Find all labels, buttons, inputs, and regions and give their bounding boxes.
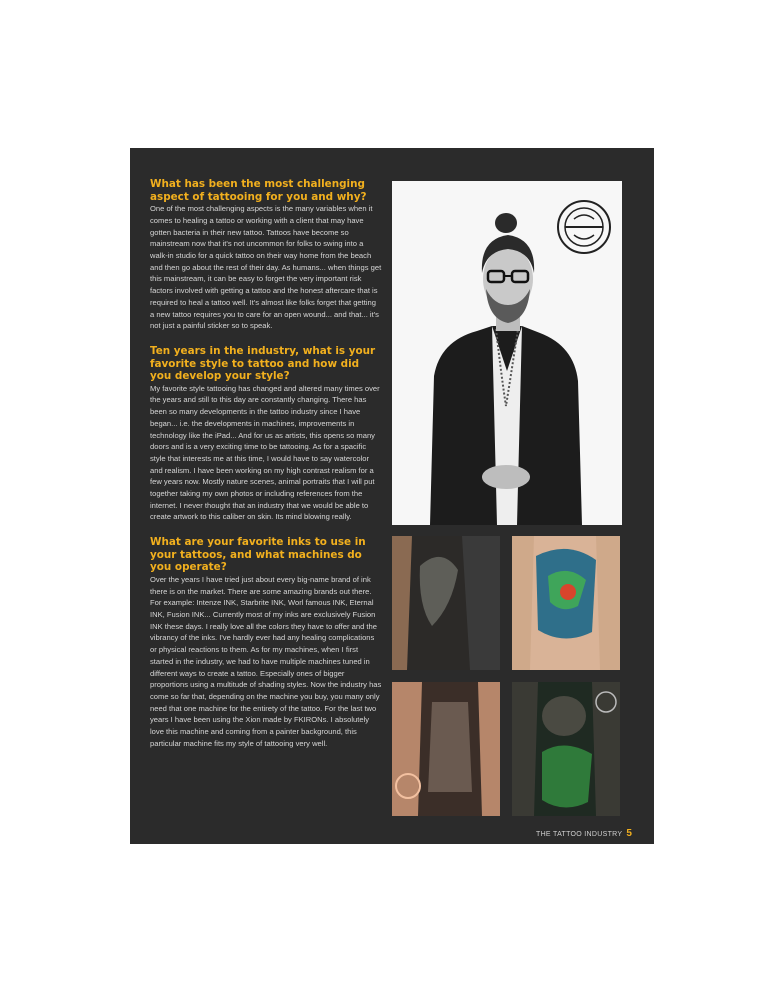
artist-portrait-illustration (392, 181, 622, 525)
answer-text-3: Over the years I have tried just about every big-name brand of ink there is on the market. There are some amazing brands out there. For example: Intenze INK, Starbrite INK, Worl famous INK, Eternal INK, Fusion INK... Currently most of my inks are exclusively Fusion INK these days. I really love all the colors they have to offer and the vibrancy of the inks. I've hardly ever had any healing complications or physical reactions to them. As for my machines, when I first started in the industry, we had to have multiple machines tuned in different ways to create a tattoo. Especially ones of bigger proportions using a multitude of shading styles. Now the industry has come so far that, depending on the machine you buy, you many only need that one machine for the entirety of the tattoo. For the last two years I have been using the Xion made by FKIRONs. I absolutely love this machine and coming from a painter background, this particular machine fits my style of tattooing very well. (150, 574, 382, 748)
tattoo-photo-2 (512, 536, 620, 670)
answer-text-2: My favorite style tattooing has changed and altered many times over the years and still to this day are constantly changing. There has been so many developments in the tattoo industry since I have began... i.e. the developments in machines, improvements in technology like the iPad... And for us as artists, this opens so many doors and is a very exciting time to be tattooing. As for a spacific style that interests me at this time, I would have to say watercolor and realism. I have been working on my high contrast realism for a few years now. Mostly nature scenes, animal portraits that I will put together taking my own photos or including references from the internet. I never thought that an industry that we would be able to create artwork to this caliber on skin. Its mind blowing really. (150, 383, 380, 522)
question-heading-3: What are your favorite inks to use in your tattoos, and what machines do you operate? (150, 536, 366, 574)
artist-portrait-photo (392, 181, 622, 525)
page-number: 5 (626, 828, 633, 839)
question-heading-2: Ten years in the industry, what is your favorite style to tattoo and how did you develop your style? (150, 344, 376, 383)
tattoo-photo-1 (392, 536, 500, 670)
magazine-name: THE TATTOO INDUSTRY (536, 831, 623, 838)
question-heading-1: What has been the most challenging aspect of tattooing for you and why? (150, 178, 367, 203)
article-column (150, 178, 382, 762)
tattoo-photo-3 (392, 682, 500, 816)
magazine-page (130, 148, 654, 844)
answer-text-1: One of the most challenging aspects is the many variables when it comes to healing a tattoo or working with a client that may have gotten bacteria in their new tattoo. Tattoos have become so mainstream now that it's not uncommon for folks to swing into a walk-in studio for a quick tattoo on their way home from the beach and then go about the rest of their day. As humans... when things get this mainstream, it can be easy to forget the very important risk factors involved with getting a tattoo and the honest aftercare that is required to heal a tattoo well. It's almost like folks forget that getting a new tattoo requires you to care for an open wound... and that... it's not just a painful sticker so to speak. (150, 204, 382, 331)
page-footer (536, 828, 632, 839)
tattoo-photo-4 (512, 682, 620, 816)
